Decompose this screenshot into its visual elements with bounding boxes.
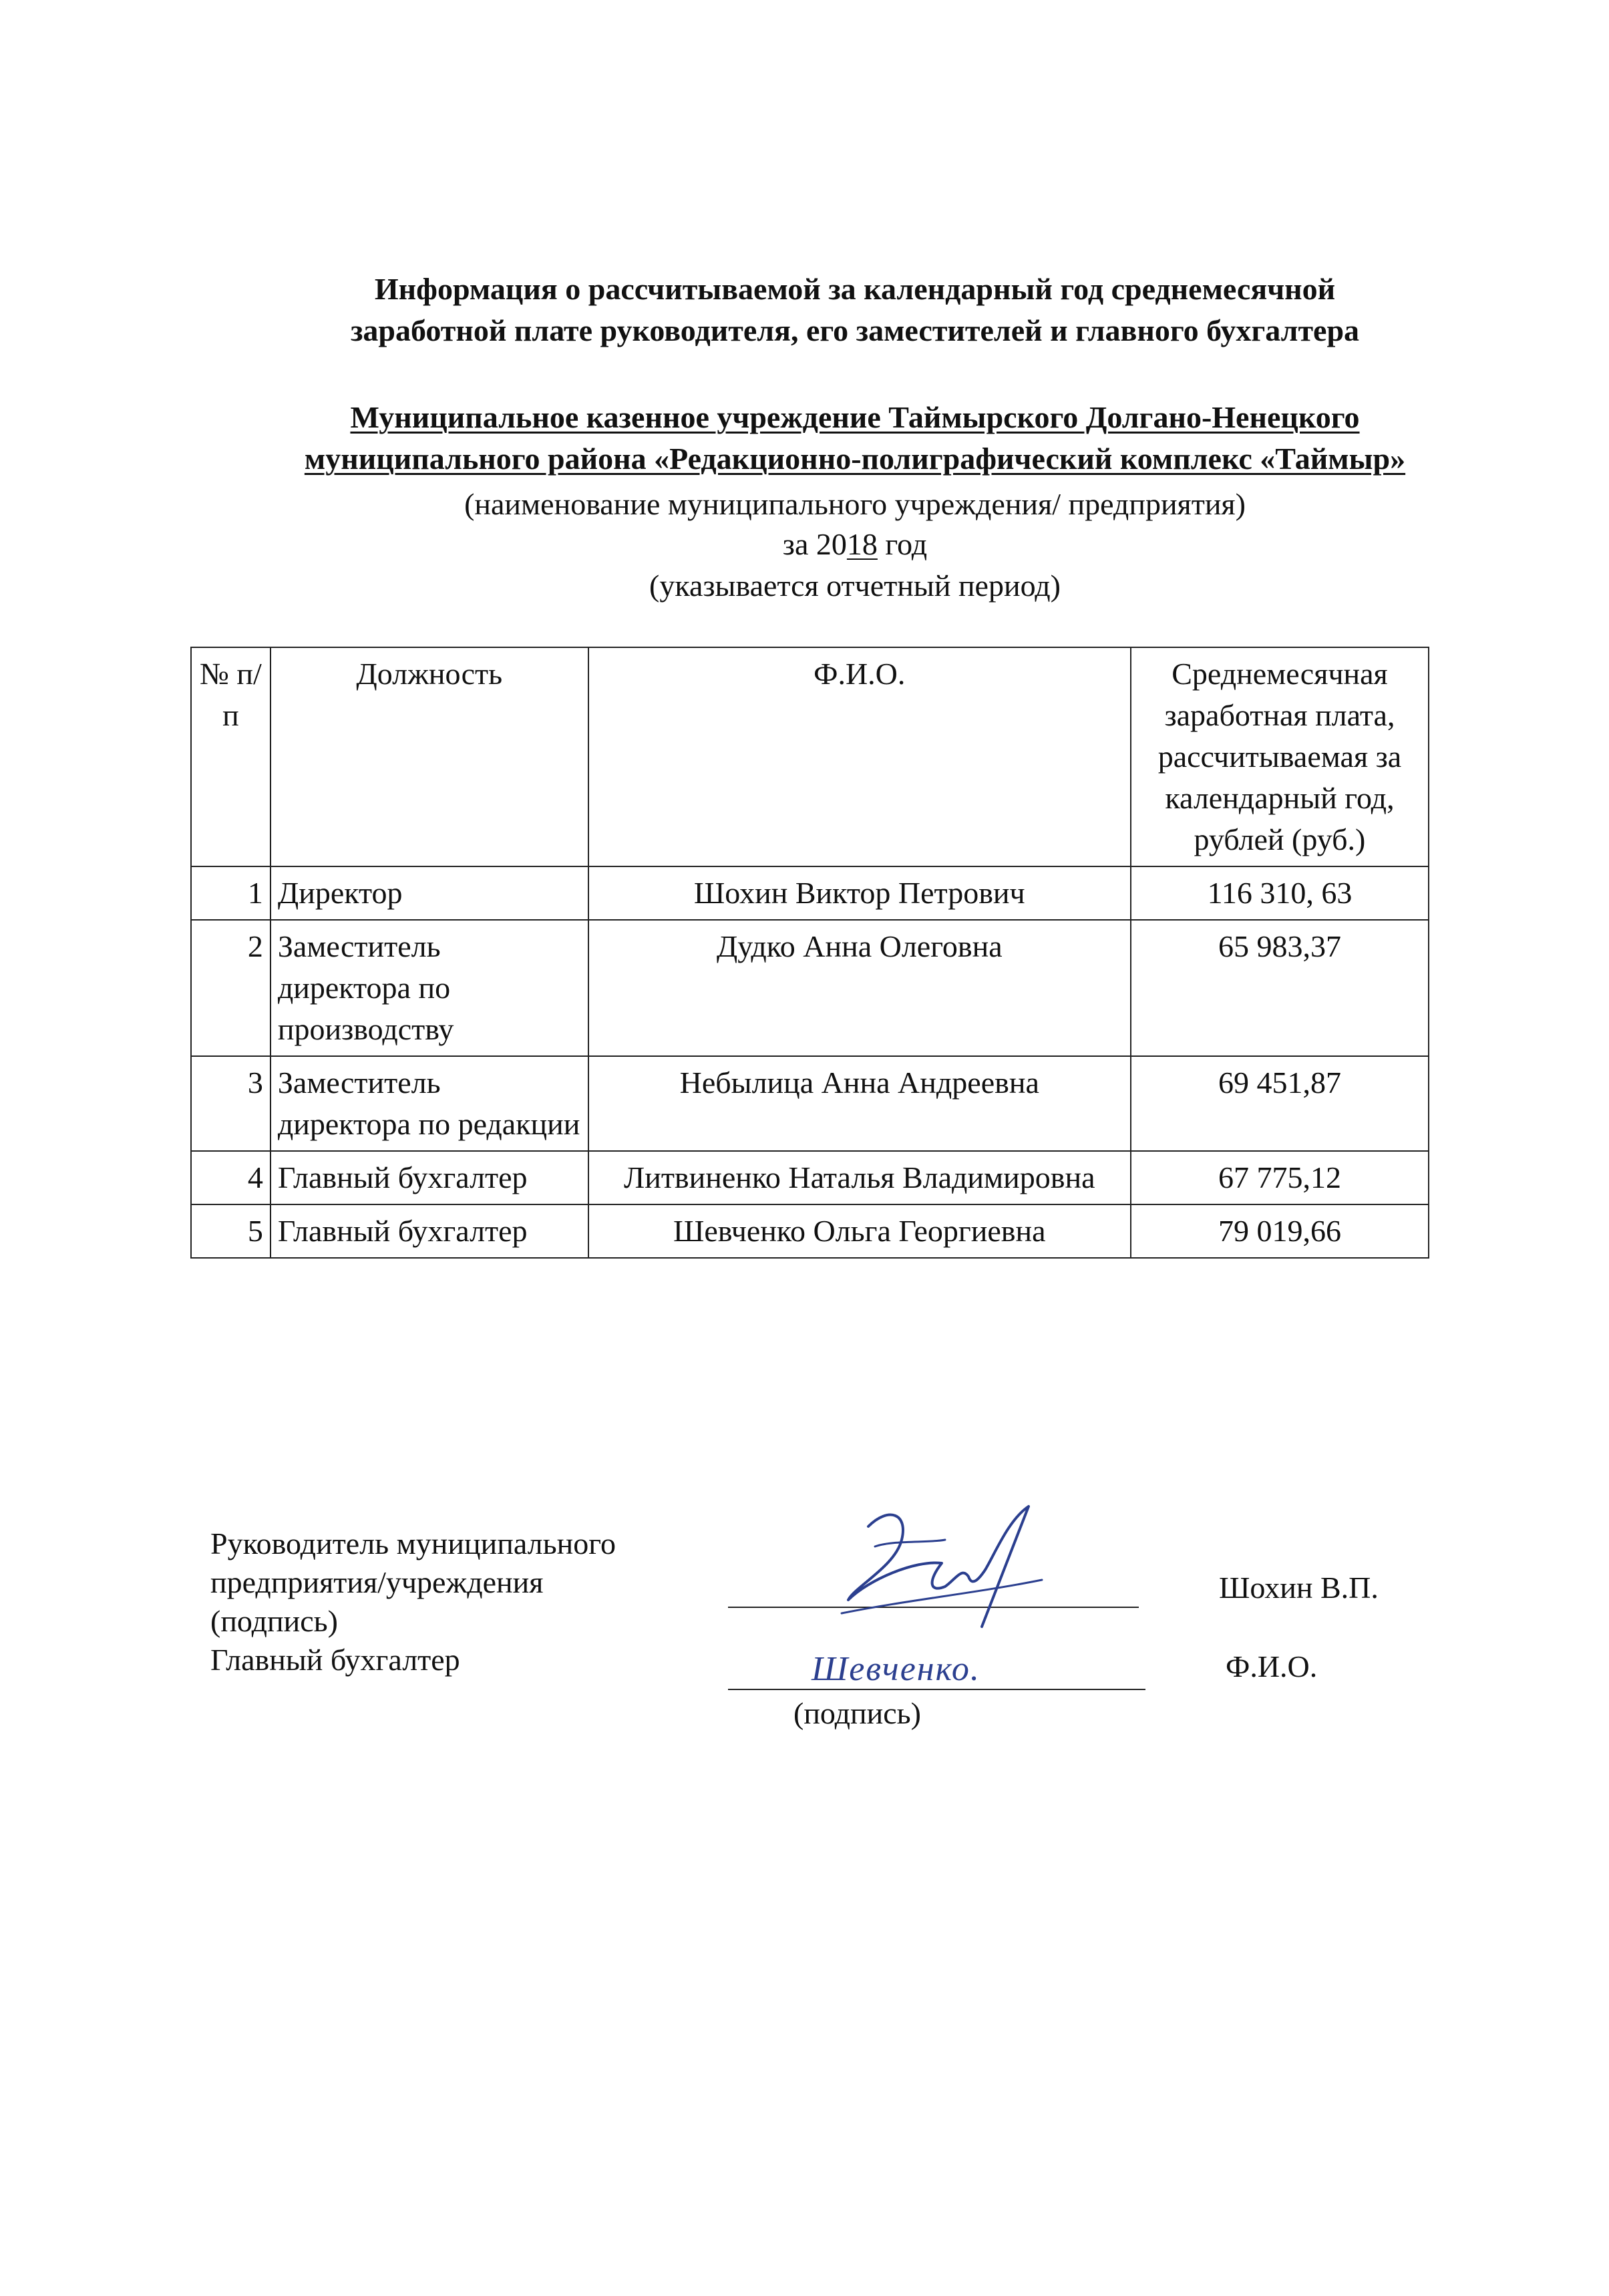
row-position: Директор — [271, 866, 588, 920]
title-line-2: заработной плате руководителя, его заместителей и главного бухгалтера — [350, 313, 1360, 347]
title-line-1: Информация о рассчитываемой за календарный год среднемесячной — [374, 272, 1336, 306]
period-year-suffix: 18 — [846, 527, 878, 561]
row-fio: Шевченко Ольга Георгиевна — [588, 1204, 1131, 1258]
row-fio: Литвиненко Наталья Владимировна — [588, 1151, 1131, 1204]
head-label-line-1: Руководитель муниципального — [210, 1526, 616, 1561]
row-num: 4 — [191, 1151, 271, 1204]
header-position: Должность — [271, 647, 588, 866]
accountant-name: Ф.И.О. — [1226, 1649, 1318, 1683]
row-num: 5 — [191, 1204, 271, 1258]
row-salary: 65 983,37 — [1131, 920, 1429, 1056]
table-row — [191, 920, 1429, 1056]
row-fio: Небылица Анна Андреевна — [588, 1056, 1131, 1151]
salary-table — [190, 647, 1429, 1259]
table-row — [191, 866, 1429, 920]
row-num: 2 — [191, 920, 271, 1056]
table-header-row — [191, 647, 1429, 866]
header-fio: Ф.И.О. — [588, 647, 1131, 866]
period-suffix: год — [885, 527, 928, 561]
head-sign-caption: (подпись) — [210, 1604, 338, 1638]
head-name: Шохин В.П. — [1219, 1571, 1379, 1605]
organization-line-2: муниципального района «Редакционно-полиграфический комплекс «Таймыр» — [304, 442, 1406, 476]
row-position: Заместитель директора по редакции — [271, 1056, 588, 1151]
row-position: Заместитель директора по производству — [271, 920, 588, 1056]
accountant-signature: Шевченко. — [812, 1650, 980, 1688]
organization-name — [134, 397, 1576, 480]
row-fio: Шохин Виктор Петрович — [588, 866, 1131, 920]
accountant-signature-line — [728, 1689, 1145, 1690]
head-label-line-2: предприятия/учреждения — [210, 1565, 544, 1599]
reporting-period — [134, 525, 1576, 564]
row-num: 3 — [191, 1056, 271, 1151]
period-prefix: за 20 — [782, 527, 847, 561]
row-salary: 79 019,66 — [1131, 1204, 1429, 1258]
table-row — [191, 1204, 1429, 1258]
table-row — [191, 1151, 1429, 1204]
row-fio: Дудко Анна Олеговна — [588, 920, 1131, 1056]
header-salary: Среднемесячная заработная плата, рассчитываемая за календарный год, рублей (руб.) — [1131, 647, 1429, 866]
accountant-sign-caption: (подпись) — [793, 1696, 921, 1730]
organization-caption: (наименование муниципального учреждения/ предприятия) — [464, 487, 1246, 521]
row-num: 1 — [191, 866, 271, 920]
header-num: № п/п — [191, 647, 271, 866]
row-salary: 116 310, 63 — [1131, 866, 1429, 920]
organization-line-1: Муниципальное казенное учреждение Таймырского Долгано-Ненецкого — [350, 400, 1360, 434]
row-position: Главный бухгалтер — [271, 1204, 588, 1258]
row-salary: 67 775,12 — [1131, 1151, 1429, 1204]
period-caption: (указывается отчетный период) — [649, 568, 1061, 603]
row-position: Главный бухгалтер — [271, 1151, 588, 1204]
accountant-label: Главный бухгалтер — [210, 1643, 460, 1677]
document-title — [134, 269, 1576, 351]
row-salary: 69 451,87 — [1131, 1056, 1429, 1151]
table-row — [191, 1056, 1429, 1151]
